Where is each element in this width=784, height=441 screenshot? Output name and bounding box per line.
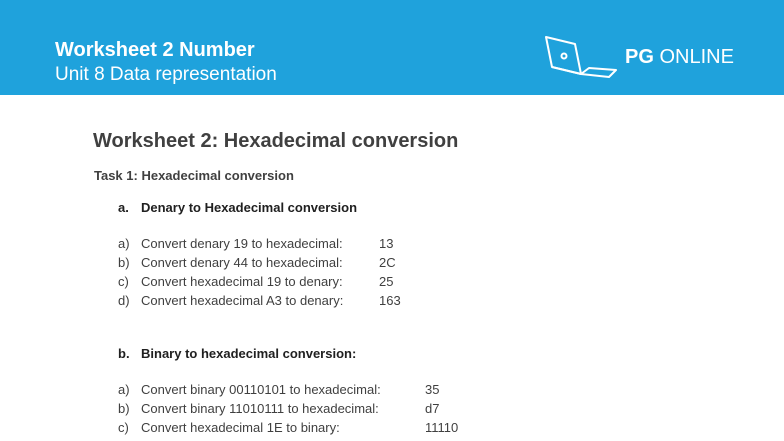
document-title: Worksheet 2: Hexadecimal conversion [93,130,459,152]
logo-brand-bold: PG [625,46,654,68]
question-letter: b) [118,255,130,270]
section-b-heading [118,346,356,362]
question-answer: 13 [379,236,394,251]
question-answer: 163 [379,293,401,308]
question-answer: 11110 [425,420,459,435]
list-item [118,380,458,399]
logo-brand-rest: ONLINE [653,46,734,68]
question-letter: d) [118,293,130,308]
laptop-icon [543,34,619,80]
question-answer: 35 [425,382,440,397]
section-title: Denary to Hexadecimal conversion [141,200,358,215]
question-text: Convert denary 19 to hexadecimal: [141,236,343,251]
question-text: Convert binary 11010111 to hexadecimal: [141,401,379,416]
header-subtitle: Unit 8 Data representation [55,64,277,85]
header-title: Worksheet 2 Number [55,39,255,61]
list-item [118,272,401,291]
question-letter: a) [118,236,130,251]
question-answer: 25 [379,274,394,289]
question-letter: b) [118,401,130,416]
question-text: Convert hexadecimal A3 to denary: [141,293,344,308]
section-title: Binary to hexadecimal conversion: [141,346,357,361]
question-list-b [118,380,458,437]
list-item [118,234,401,253]
question-text: Convert denary 44 to hexadecimal: [141,255,343,270]
logo-wordmark [625,46,734,68]
section-a-heading [118,200,357,216]
list-item [118,291,401,310]
list-item [118,399,458,418]
question-answer: 2C [379,255,396,270]
section-marker: b. [118,346,130,361]
question-text: Convert hexadecimal 1E to binary: [141,420,340,435]
list-item [118,418,458,437]
pg-online-logo [543,34,743,80]
question-letter: c) [118,420,129,435]
question-text: Convert binary 00110101 to hexadecimal: [141,382,381,397]
task-heading: Task 1: Hexadecimal conversion [94,168,294,183]
header-banner [0,0,784,95]
section-marker: a. [118,200,129,215]
question-list-a [118,234,401,310]
list-item [118,253,401,272]
question-letter: c) [118,274,129,289]
question-text: Convert hexadecimal 19 to denary: [141,274,343,289]
question-answer: d7 [425,401,440,416]
question-letter: a) [118,382,130,397]
